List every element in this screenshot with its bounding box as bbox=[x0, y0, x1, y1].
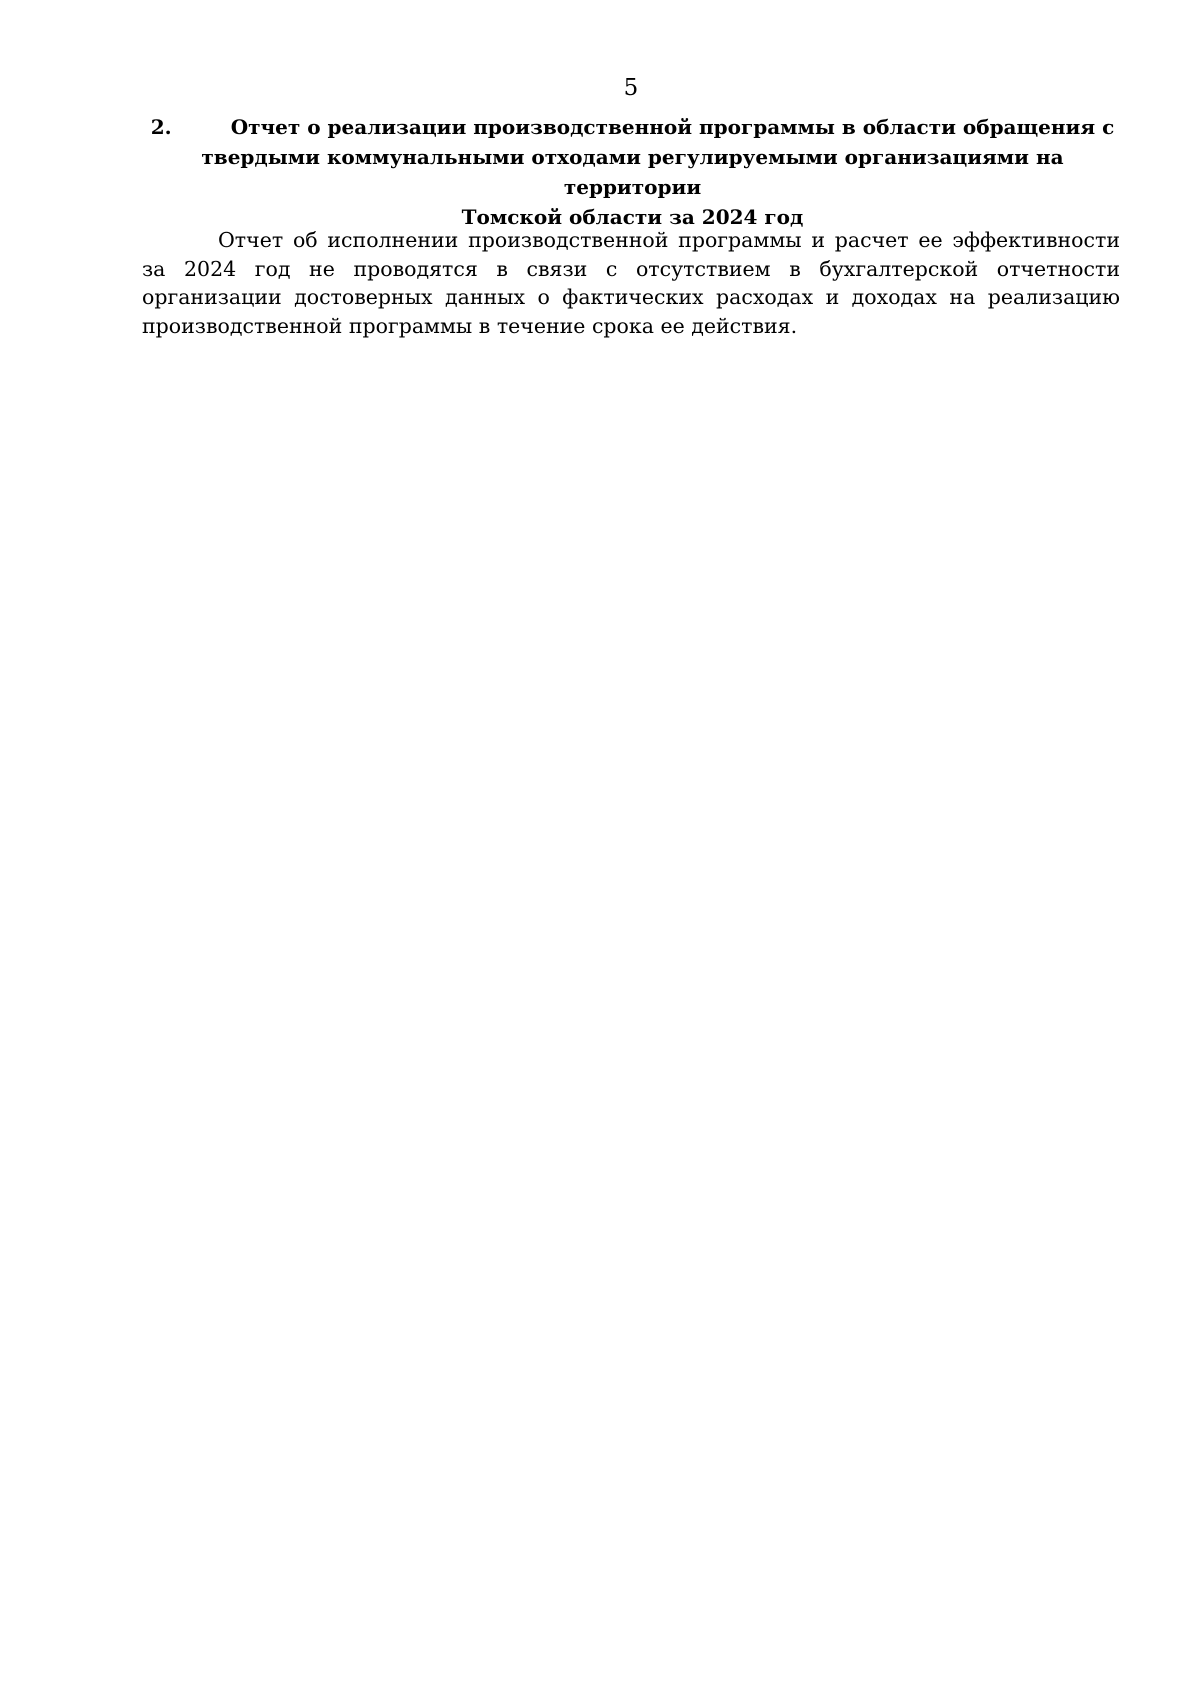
section-title-line-1: Отчет о реализации производственной программы в области обращения с bbox=[230, 115, 1115, 139]
page-number: 5 bbox=[623, 75, 639, 101]
section-number: 2. bbox=[150, 115, 172, 139]
section-heading-line-1 bbox=[140, 112, 1125, 142]
section-title-line-2: твердыми коммунальными отходами регулируемыми организациями на территории bbox=[201, 145, 1064, 199]
body-paragraph: Отчет об исполнении производственной программы и расчет ее эффективности за 2024 год не проводятся в связи с отсутствием в бухгалтерской отчетности организации достоверных данных о фактических расходах и доходах на реализацию производственной программы в течение срока ее действия. bbox=[142, 228, 1120, 338]
section-heading bbox=[140, 112, 1125, 232]
section-title-line-3: Томской области за 2024 год bbox=[461, 205, 804, 229]
